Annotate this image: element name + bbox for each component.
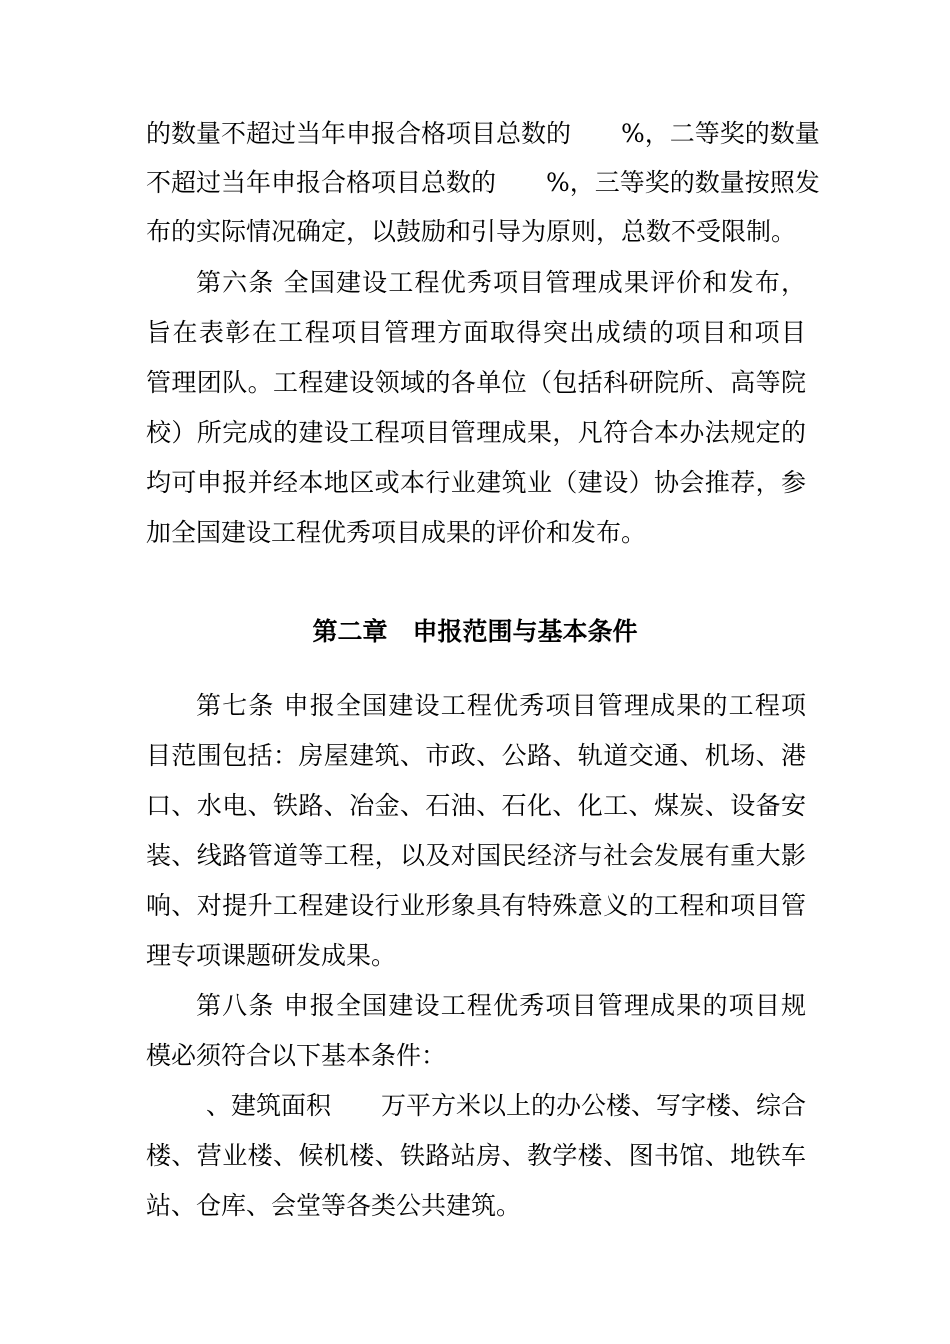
paragraph-line: 布的实际情况确定，以鼓励和引导为原则，总数不受限制。 [146, 217, 797, 246]
article-six-line: 第六条 全国建设工程优秀项目管理成果评价和发布， [196, 268, 806, 297]
chapter-heading: 第二章 申报范围与基本条件 [312, 617, 638, 646]
article-seven-line: 第七条 申报全国建设工程优秀项目管理成果的工程项 [196, 691, 806, 720]
condition-item-line: 、建筑面积 万平方米以上的办公楼、写字楼、综合 [206, 1091, 807, 1120]
condition-item-line: 楼、营业楼、候机楼、铁路站房、教学楼、图书馆、地铁车 [146, 1141, 806, 1170]
article-six-line: 加全国建设工程优秀项目成果的评价和发布。 [146, 518, 647, 547]
article-eight-line: 第八条 申报全国建设工程优秀项目管理成果的项目规 [196, 991, 806, 1020]
article-seven-line: 理专项课题研发成果。 [146, 941, 397, 970]
article-six-line: 均可申报并经本地区或本行业建筑业（建设）协会推荐，参 [146, 468, 806, 497]
article-six-line: 管理团队。工程建设领域的各单位（包括科研院所、高等院 [146, 368, 806, 397]
article-seven-line: 装、线路管道等工程，以及对国民经济与社会发展有重大影 [146, 841, 806, 870]
article-six-line: 旨在表彰在工程项目管理方面取得突出成绩的项目和项目 [146, 318, 806, 347]
article-eight-line: 模必须符合以下基本条件： [146, 1041, 447, 1070]
paragraph-line: 不超过当年申报合格项目总数的 %，三等奖的数量按照发 [146, 168, 820, 197]
article-seven-line: 响、对提升工程建设行业形象具有特殊意义的工程和项目管 [146, 891, 806, 920]
article-seven-line: 口、水电、铁路、冶金、石油、石化、化工、煤炭、设备安 [146, 791, 806, 820]
article-six-line: 校）所完成的建设工程项目管理成果，凡符合本办法规定的 [146, 418, 806, 447]
paragraph-line: 的数量不超过当年申报合格项目总数的 %，二等奖的数量 [146, 119, 820, 148]
condition-item-line: 站、仓库、会堂等各类公共建筑。 [146, 1191, 522, 1220]
article-seven-line: 目范围包括：房屋建筑、市政、公路、轨道交通、机场、港 [146, 741, 806, 770]
